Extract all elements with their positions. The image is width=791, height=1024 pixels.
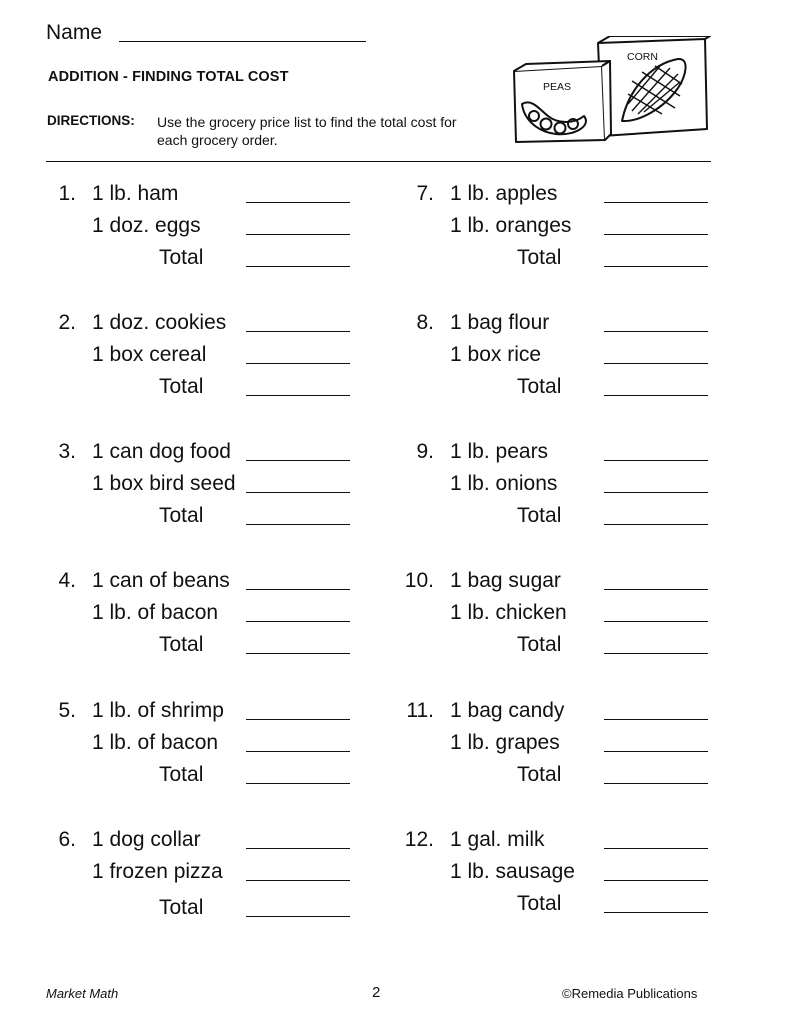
answer-blank-1[interactable]: [604, 719, 708, 720]
grocery-boxes-illustration: [510, 36, 715, 146]
total-answer-blank[interactable]: [246, 783, 350, 784]
item-1: 1 can dog food: [92, 440, 231, 463]
item-2: 1 lb. chicken: [450, 601, 567, 624]
footer-publisher: ©Remedia Publications: [562, 986, 698, 1001]
item-1: 1 bag candy: [450, 699, 565, 722]
name-label: Name: [46, 21, 103, 44]
header-divider: [46, 161, 711, 162]
footer-book-title: Market Math: [46, 986, 119, 1001]
problem-12: [404, 826, 714, 926]
total-answer-blank[interactable]: [246, 916, 350, 917]
answer-blank-1[interactable]: [246, 460, 350, 461]
directions-text: Use the grocery price list to find the total cost for each grocery order.: [157, 114, 457, 148]
answer-blank-1[interactable]: [246, 719, 350, 720]
answer-blank-2[interactable]: [604, 363, 708, 364]
worksheet-title: ADDITION - FINDING TOTAL COST: [48, 69, 289, 85]
answer-blank-1[interactable]: [246, 589, 350, 590]
item-1: 1 lb. apples: [450, 182, 558, 205]
item-1: 1 bag flour: [450, 311, 550, 334]
item-2: 1 box bird seed: [92, 472, 236, 495]
answer-blank-2[interactable]: [246, 234, 350, 235]
problem-number: 1.: [58, 182, 76, 205]
problem-3: [46, 438, 356, 538]
item-1: 1 lb. ham: [92, 182, 179, 205]
item-1: 1 lb. pears: [450, 440, 549, 463]
item-2: 1 lb. of bacon: [92, 601, 219, 624]
problem-number: 11.: [406, 699, 434, 722]
total-answer-blank[interactable]: [604, 783, 708, 784]
total-answer-blank[interactable]: [246, 266, 350, 267]
item-1: 1 lb. of shrimp: [92, 699, 224, 722]
problem-number: 4.: [58, 569, 76, 592]
problem-number: 6.: [58, 828, 76, 851]
problem-number: 7.: [416, 182, 434, 205]
total-label: Total: [159, 504, 204, 527]
total-label: Total: [159, 246, 204, 269]
item-2: 1 lb. oranges: [450, 214, 572, 237]
problem-8: [404, 309, 714, 409]
name-field-row: [46, 20, 376, 46]
total-answer-blank[interactable]: [246, 395, 350, 396]
answer-blank-2[interactable]: [604, 880, 708, 881]
item-2: 1 box cereal: [92, 343, 207, 366]
item-1: 1 gal. milk: [450, 828, 545, 851]
problem-6: [46, 826, 356, 926]
problem-number: 5.: [58, 699, 76, 722]
item-1: 1 doz. cookies: [92, 311, 227, 334]
problem-4: [46, 567, 356, 667]
answer-blank-2[interactable]: [246, 751, 350, 752]
answer-blank-1[interactable]: [246, 331, 350, 332]
problem-9: [404, 438, 714, 538]
answer-blank-1[interactable]: [604, 202, 708, 203]
problem-number: 8.: [416, 311, 434, 334]
page-number: 2: [372, 984, 381, 1001]
total-label: Total: [517, 246, 562, 269]
item-2: 1 lb. of bacon: [92, 731, 219, 754]
total-answer-blank[interactable]: [246, 524, 350, 525]
total-answer-blank[interactable]: [246, 653, 350, 654]
answer-blank-2[interactable]: [246, 492, 350, 493]
answer-blank-1[interactable]: [604, 331, 708, 332]
answer-blank-1[interactable]: [604, 589, 708, 590]
item-2: 1 lb. grapes: [450, 731, 560, 754]
answer-blank-2[interactable]: [246, 621, 350, 622]
problem-11: [404, 697, 714, 797]
directions-label: DIRECTIONS:: [47, 113, 135, 128]
item-1: 1 can of beans: [92, 569, 230, 592]
total-label: Total: [517, 504, 562, 527]
problem-2: [46, 309, 356, 409]
problem-number: 2.: [58, 311, 76, 334]
answer-blank-1[interactable]: [604, 848, 708, 849]
item-2: 1 doz. eggs: [92, 214, 201, 237]
problem-number: 3.: [58, 440, 76, 463]
total-label: Total: [159, 633, 204, 656]
answer-blank-2[interactable]: [604, 492, 708, 493]
total-label: Total: [159, 375, 204, 398]
problem-5: [46, 697, 356, 797]
corn-label: CORN: [627, 51, 658, 63]
item-1: 1 bag sugar: [450, 569, 561, 592]
total-label: Total: [517, 375, 562, 398]
total-answer-blank[interactable]: [604, 653, 708, 654]
item-2: 1 lb. sausage: [450, 860, 575, 883]
total-answer-blank[interactable]: [604, 912, 708, 913]
name-answer-line[interactable]: [119, 41, 366, 42]
answer-blank-2[interactable]: [246, 363, 350, 364]
peas-label: PEAS: [543, 81, 572, 93]
answer-blank-1[interactable]: [246, 202, 350, 203]
problem-number: 10.: [404, 569, 434, 592]
answer-blank-1[interactable]: [604, 460, 708, 461]
problem-number: 12.: [404, 828, 434, 851]
answer-blank-2[interactable]: [604, 751, 708, 752]
total-label: Total: [517, 633, 562, 656]
problem-7: [404, 180, 714, 280]
problem-number: 9.: [416, 440, 434, 463]
total-answer-blank[interactable]: [604, 524, 708, 525]
answer-blank-1[interactable]: [246, 848, 350, 849]
total-label: Total: [159, 896, 204, 919]
answer-blank-2[interactable]: [604, 234, 708, 235]
item-2: 1 box rice: [450, 343, 542, 366]
answer-blank-2[interactable]: [604, 621, 708, 622]
total-answer-blank[interactable]: [604, 266, 708, 267]
answer-blank-2[interactable]: [246, 880, 350, 881]
problem-1: [46, 180, 356, 280]
total-label: Total: [517, 763, 562, 786]
total-answer-blank[interactable]: [604, 395, 708, 396]
item-1: 1 dog collar: [92, 828, 201, 851]
problem-10: [404, 567, 714, 667]
total-label: Total: [159, 763, 204, 786]
total-label: Total: [517, 892, 562, 915]
item-2: 1 lb. onions: [450, 472, 558, 495]
item-2: 1 frozen pizza: [92, 860, 223, 883]
